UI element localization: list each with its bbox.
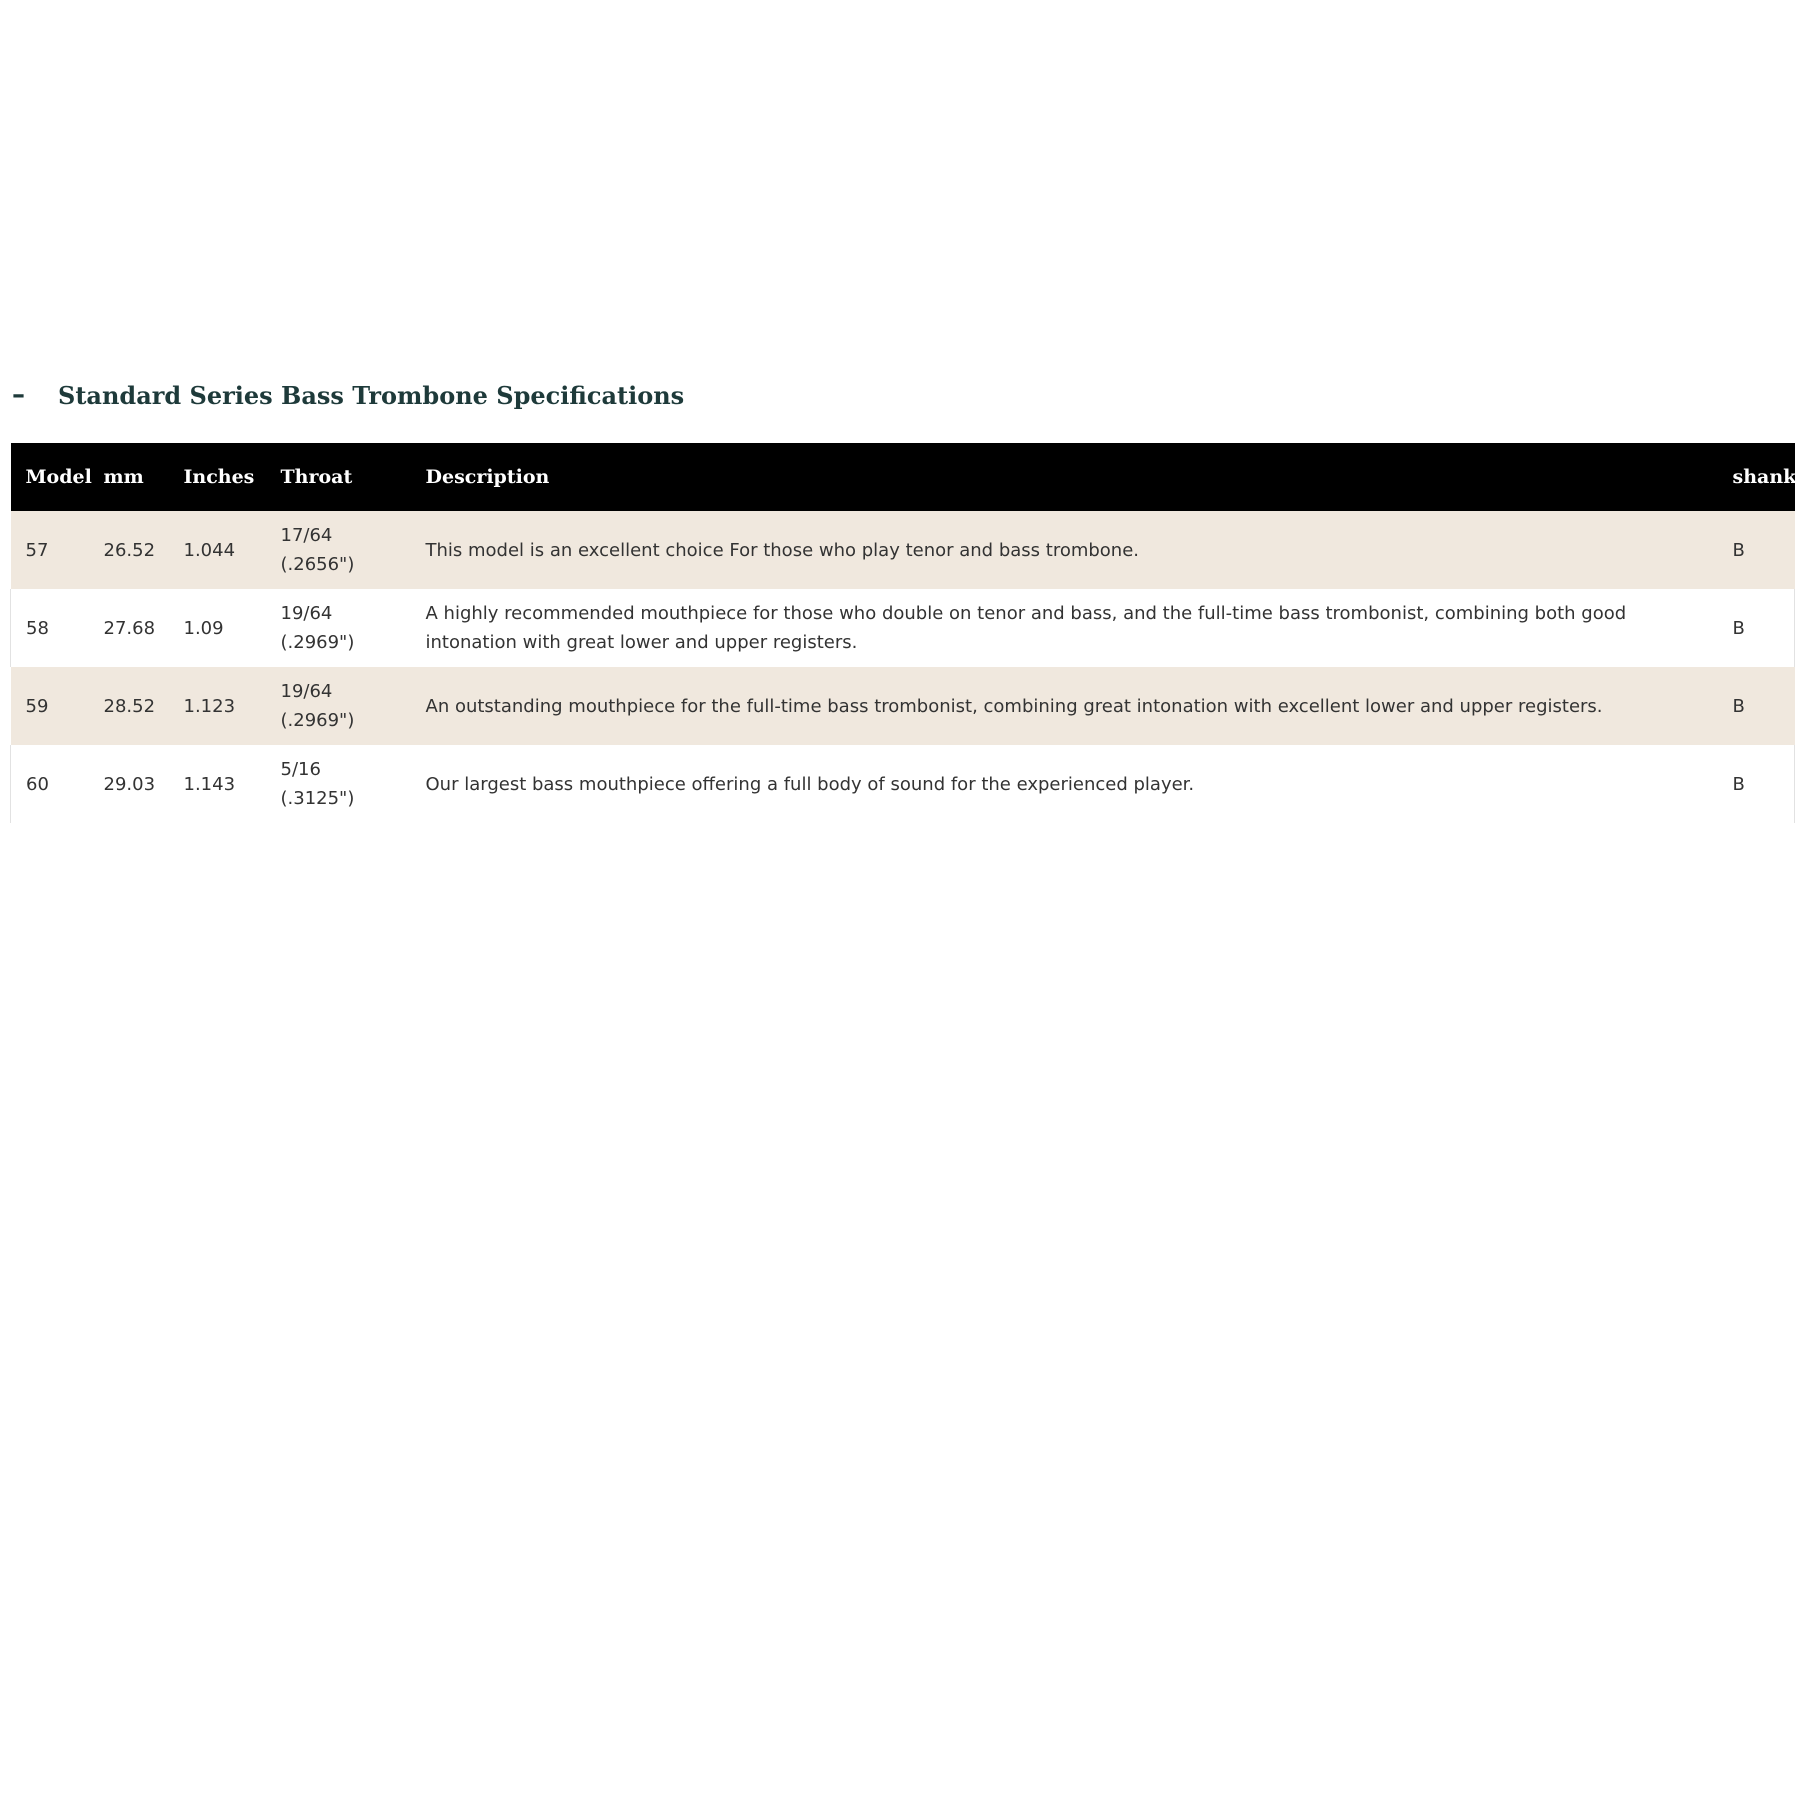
cell-throat	[266, 745, 411, 823]
cell-model: 60	[26, 773, 49, 795]
cell-description: Our largest bass mouthpiece offering a full body of sound for the experienced player.	[425, 773, 1195, 795]
header-throat: Throat	[280, 466, 353, 488]
cell-model: 59	[25, 695, 49, 717]
cell-throat	[266, 511, 411, 589]
cell-inches: 1.123	[183, 695, 236, 717]
header-shank: shank	[1732, 466, 1797, 488]
table-row	[11, 589, 1795, 667]
header-description: Description	[425, 466, 550, 488]
cell-mm: 28.52	[103, 695, 156, 717]
cell-inches: 1.143	[183, 773, 236, 795]
cell-model: 58	[26, 617, 49, 639]
throat-fraction: 19/64	[280, 603, 333, 624]
section-title[interactable]: Standard Series Bass Trombone Specifications	[58, 380, 685, 410]
table-body	[11, 511, 1795, 823]
throat-decimal: (.2656")	[280, 554, 355, 575]
throat-decimal: (.2969")	[280, 632, 355, 653]
header-row	[11, 443, 1795, 511]
cell-description: An outstanding mouthpiece for the full-time bass trombonist, combining great intonation with excellent lower and upper registers.	[425, 695, 1603, 717]
throat-decimal: (.3125")	[280, 788, 355, 809]
table-row	[11, 745, 1795, 823]
cell-mm: 26.52	[103, 539, 156, 561]
cell-description: A highly recommended mouthpiece for those who double on tenor and bass, and the full-time bass trombonist, combining both good intonation with great lower and upper registers.	[425, 603, 1627, 653]
cell-model: 57	[25, 539, 49, 561]
cell-shank: B	[1732, 773, 1745, 795]
cell-description: This model is an excellent choice For those who play tenor and bass trombone.	[425, 539, 1140, 561]
cell-shank: B	[1732, 617, 1745, 639]
table-row	[11, 667, 1795, 745]
header-model: Model	[25, 466, 92, 488]
cell-mm: 29.03	[103, 773, 156, 795]
cell-mm: 27.68	[103, 617, 156, 639]
cell-shank: B	[1732, 539, 1745, 561]
table-header	[11, 443, 1795, 511]
header-mm: mm	[103, 466, 144, 488]
throat-decimal: (.2969")	[280, 710, 355, 731]
cell-inches: 1.044	[183, 539, 236, 561]
accordion-toggle[interactable]	[10, 370, 1795, 420]
cell-throat	[266, 589, 411, 667]
header-inches: Inches	[183, 466, 255, 488]
cell-inches: 1.09	[183, 617, 224, 639]
minus-icon[interactable]: –	[12, 380, 25, 410]
cell-shank: B	[1732, 695, 1745, 717]
throat-fraction: 5/16	[280, 759, 321, 780]
specifications-table	[10, 443, 1795, 823]
throat-fraction: 17/64	[280, 525, 333, 546]
specifications-section	[10, 370, 1795, 823]
table-row	[11, 511, 1795, 589]
throat-fraction: 19/64	[280, 681, 333, 702]
cell-throat	[266, 667, 411, 745]
